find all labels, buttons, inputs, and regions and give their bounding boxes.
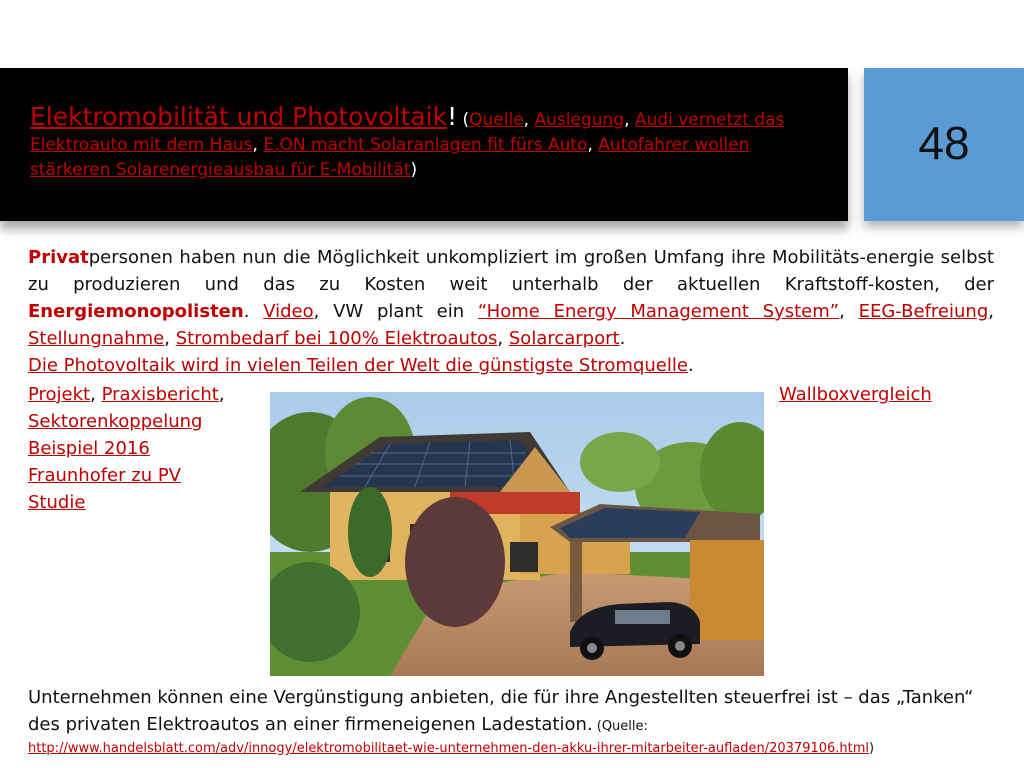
bottom-paragraph bbox=[28, 684, 998, 758]
page-number-box bbox=[864, 68, 1024, 221]
title-comma: , bbox=[587, 135, 599, 155]
links-comma: , bbox=[90, 384, 102, 405]
bottom-text: Unternehmen können eine Vergünstigung anbieten, die für ihre Angestellten steuerfrei ist – das „Tanken“ des privaten Elektroautos an einer firmeneigenen Ladestation. bbox=[28, 687, 974, 735]
links-comma: , bbox=[218, 384, 225, 405]
sektorenkoppelung-link[interactable]: Sektorenkoppelung bbox=[28, 411, 203, 432]
solar-house-illustration bbox=[270, 392, 764, 676]
title-exclamation: ! bbox=[447, 102, 458, 131]
video-link[interactable]: Video bbox=[263, 301, 314, 322]
title-comma: , bbox=[624, 110, 635, 130]
body-comma: , bbox=[988, 301, 994, 322]
wallboxvergleich-link[interactable]: Wallboxvergleich bbox=[779, 384, 932, 405]
body-text-1: personen haben nun die Möglichkeit unkompliziert im großen Umfang ihre Mobilitäts-energie selbst zu produzieren und das zu Kosten weit unterhalb der aktuellen Kraftstoff-kosten, der bbox=[28, 247, 994, 295]
hems-link[interactable]: “Home Energy Management System” bbox=[477, 301, 840, 322]
title-link-quelle[interactable]: Quelle bbox=[469, 110, 524, 130]
page-number: 48 bbox=[918, 117, 970, 169]
solarcarport-link[interactable]: Solarcarport bbox=[508, 328, 620, 349]
source-url-line bbox=[28, 740, 998, 758]
source-close-paren: ) bbox=[869, 741, 875, 756]
title-comma: , bbox=[252, 135, 264, 155]
body-comma: , bbox=[497, 328, 509, 349]
stellungnahme-link[interactable]: Stellungnahme bbox=[28, 328, 165, 349]
eeg-link[interactable]: EEG-Befreiung bbox=[858, 301, 989, 322]
energiemonopolisten-highlight: Energiemonopolisten bbox=[28, 301, 244, 322]
handelsblatt-url-link[interactable]: http://www.handelsblatt.com/adv/innogy/elektromobilitaet-wie-unternehmen-den-akku-ihrer-mitarbeiter-aufladen/20379106.html bbox=[28, 741, 870, 756]
slide-title bbox=[30, 104, 830, 183]
title-link-eon[interactable]: E.ON macht Solaranlagen fit fürs Auto bbox=[263, 135, 588, 155]
title-open-paren: ( bbox=[457, 110, 470, 130]
beispiel-2016-link[interactable]: Beispiel 2016 bbox=[28, 438, 150, 459]
body-comma: , bbox=[164, 328, 176, 349]
solar-house-photo bbox=[270, 392, 764, 676]
body-comma: , bbox=[839, 301, 859, 322]
bottom-quelle-label: (Quelle: bbox=[592, 719, 648, 734]
wallbox-container bbox=[779, 381, 932, 408]
body-paragraph bbox=[28, 244, 994, 379]
privat-highlight: Privat bbox=[28, 247, 89, 268]
projekt-link[interactable]: Projekt bbox=[28, 384, 91, 405]
fraunhofer-link[interactable]: Fraunhofer zu PV bbox=[28, 465, 181, 486]
body-period: . bbox=[687, 355, 694, 376]
body-text-3: , VW plant ein bbox=[313, 301, 478, 322]
studie-link[interactable]: Studie bbox=[28, 492, 86, 513]
title-main-link[interactable]: Elektromobilität und Photovoltaik bbox=[30, 102, 448, 131]
strombedarf-link[interactable]: Strombedarf bei 100% Elektroautos bbox=[175, 328, 498, 349]
body-text-2: . bbox=[243, 301, 264, 322]
projekt-line bbox=[28, 384, 225, 405]
title-link-autofahrer[interactable]: Autofahrer wollen stärkeren Solarenergieausbau für E-Mobilität bbox=[30, 135, 750, 180]
title-close-paren: ) bbox=[410, 160, 418, 180]
photovoltaik-line bbox=[28, 352, 994, 379]
title-link-audi[interactable]: Audi vernetzt das Elektroauto mit dem Haus bbox=[30, 110, 785, 155]
title-link-auslegung[interactable]: Auslegung bbox=[534, 110, 625, 130]
photovoltaik-link[interactable]: Die Photovoltaik wird in vielen Teilen der Welt die günstigste Stromquelle bbox=[28, 355, 688, 376]
title-comma: , bbox=[523, 110, 535, 130]
praxisbericht-link[interactable]: Praxisbericht bbox=[101, 384, 219, 405]
body-period: . bbox=[619, 328, 626, 349]
links-column bbox=[28, 381, 268, 516]
